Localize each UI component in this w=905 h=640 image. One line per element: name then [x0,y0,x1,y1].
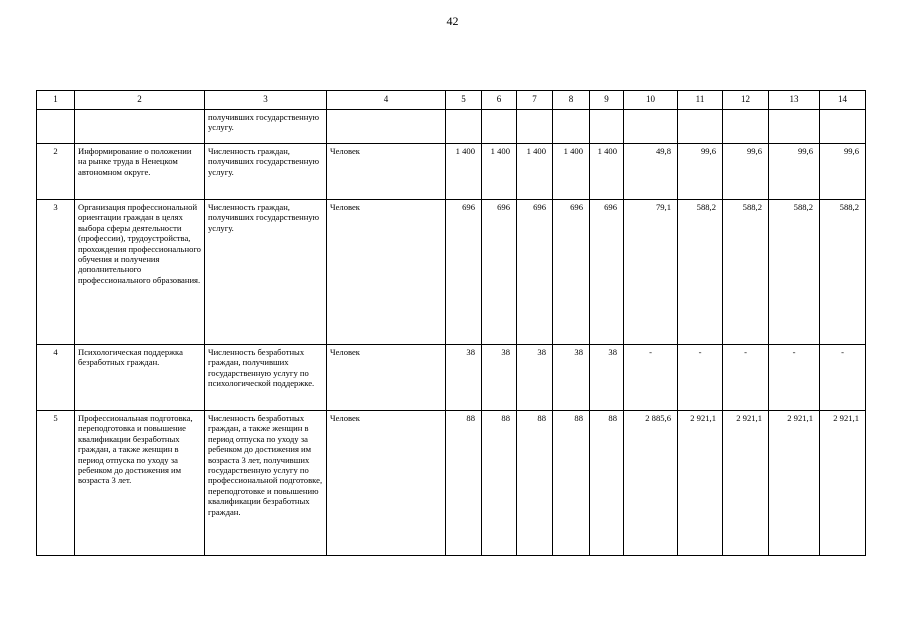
activity-name: Профессиональная подготовка, переподготовка и повышение квалификации безработных граждан, а также женщин в период отпуска по уходу за ребенком до достижения им возраста 3 лет. [75,411,205,556]
value-cell: 88 [553,411,590,556]
column-header: 6 [482,91,517,110]
column-header: 2 [75,91,205,110]
column-header: 5 [446,91,482,110]
value-cell: 49,8 [624,144,678,200]
value-cell [482,110,517,144]
value-cell: 38 [446,345,482,411]
value-cell: 588,2 [723,200,769,345]
value-cell: 1 400 [590,144,624,200]
column-header: 4 [327,91,446,110]
data-table [36,90,866,556]
value-cell: 99,6 [769,144,820,200]
column-header: 9 [590,91,624,110]
value-cell: 588,2 [769,200,820,345]
column-header: 12 [723,91,769,110]
value-cell [624,110,678,144]
value-cell: 38 [482,345,517,411]
unit: Человек [327,144,446,200]
column-header: 7 [517,91,553,110]
indicator-name: Численность граждан, получивших государственную услугу. [205,200,327,345]
activity-name: Информирование о положении на рынке труда в Ненецком автономном округе. [75,144,205,200]
table-header-row [37,91,866,110]
value-cell: 38 [517,345,553,411]
value-cell: 2 921,1 [820,411,866,556]
value-cell [553,110,590,144]
value-cell [590,110,624,144]
indicator-name: получивших государственную услугу. [205,110,327,144]
value-cell: 2 885,6 [624,411,678,556]
table-row [37,200,866,345]
table-row [37,411,866,556]
table-row [37,110,866,144]
value-cell: 99,6 [820,144,866,200]
value-cell: 88 [482,411,517,556]
column-header: 13 [769,91,820,110]
value-cell [678,110,723,144]
value-cell: 99,6 [723,144,769,200]
value-cell [769,110,820,144]
value-cell: 696 [517,200,553,345]
value-cell: - [678,345,723,411]
row-number [37,110,75,144]
value-cell: 696 [590,200,624,345]
value-cell: 696 [446,200,482,345]
column-header: 10 [624,91,678,110]
page-number: 42 [446,14,459,28]
activity-name: Психологическая поддержка безработных граждан. [75,345,205,411]
indicator-name: Численность граждан, получивших государственную услугу. [205,144,327,200]
value-cell: - [769,345,820,411]
value-cell: 79,1 [624,200,678,345]
row-number: 2 [37,144,75,200]
value-cell: 588,2 [820,200,866,345]
table-row [37,144,866,200]
row-number: 4 [37,345,75,411]
value-cell: 2 921,1 [678,411,723,556]
column-header: 14 [820,91,866,110]
column-header: 8 [553,91,590,110]
column-header: 3 [205,91,327,110]
value-cell [723,110,769,144]
column-header: 1 [37,91,75,110]
indicator-name: Численность безработных граждан, получивших государственную услугу по психологической поддержке. [205,345,327,411]
unit: Человек [327,200,446,345]
unit [327,110,446,144]
unit: Человек [327,411,446,556]
value-cell: 1 400 [553,144,590,200]
value-cell: - [820,345,866,411]
value-cell: 1 400 [517,144,553,200]
value-cell: 1 400 [482,144,517,200]
row-number: 5 [37,411,75,556]
value-cell: - [723,345,769,411]
activity-name: Организация профессиональной ориентации граждан в целях выбора сферы деятельности (профессии), трудоустройства, прохождения профессионального обучения и получения дополнительного профессионального образования. [75,200,205,345]
value-cell: 88 [446,411,482,556]
value-cell: 38 [590,345,624,411]
table-row [37,345,866,411]
value-cell: 88 [517,411,553,556]
unit: Человек [327,345,446,411]
column-header: 11 [678,91,723,110]
value-cell: 696 [553,200,590,345]
value-cell: - [624,345,678,411]
value-cell: 2 921,1 [769,411,820,556]
row-number: 3 [37,200,75,345]
value-cell: 38 [553,345,590,411]
value-cell: 696 [482,200,517,345]
value-cell: 2 921,1 [723,411,769,556]
value-cell: 99,6 [678,144,723,200]
indicator-name: Численность безработных граждан, а также женщин в период отпуска по уходу за ребенком до достижения им возраста 3 лет, получивших государственную услугу по профессиональной подготовке, переподготовке и повышению квалификации безработных граждан. [205,411,327,556]
activity-name [75,110,205,144]
value-cell [820,110,866,144]
value-cell: 88 [590,411,624,556]
value-cell: 588,2 [678,200,723,345]
value-cell [517,110,553,144]
value-cell [446,110,482,144]
value-cell: 1 400 [446,144,482,200]
